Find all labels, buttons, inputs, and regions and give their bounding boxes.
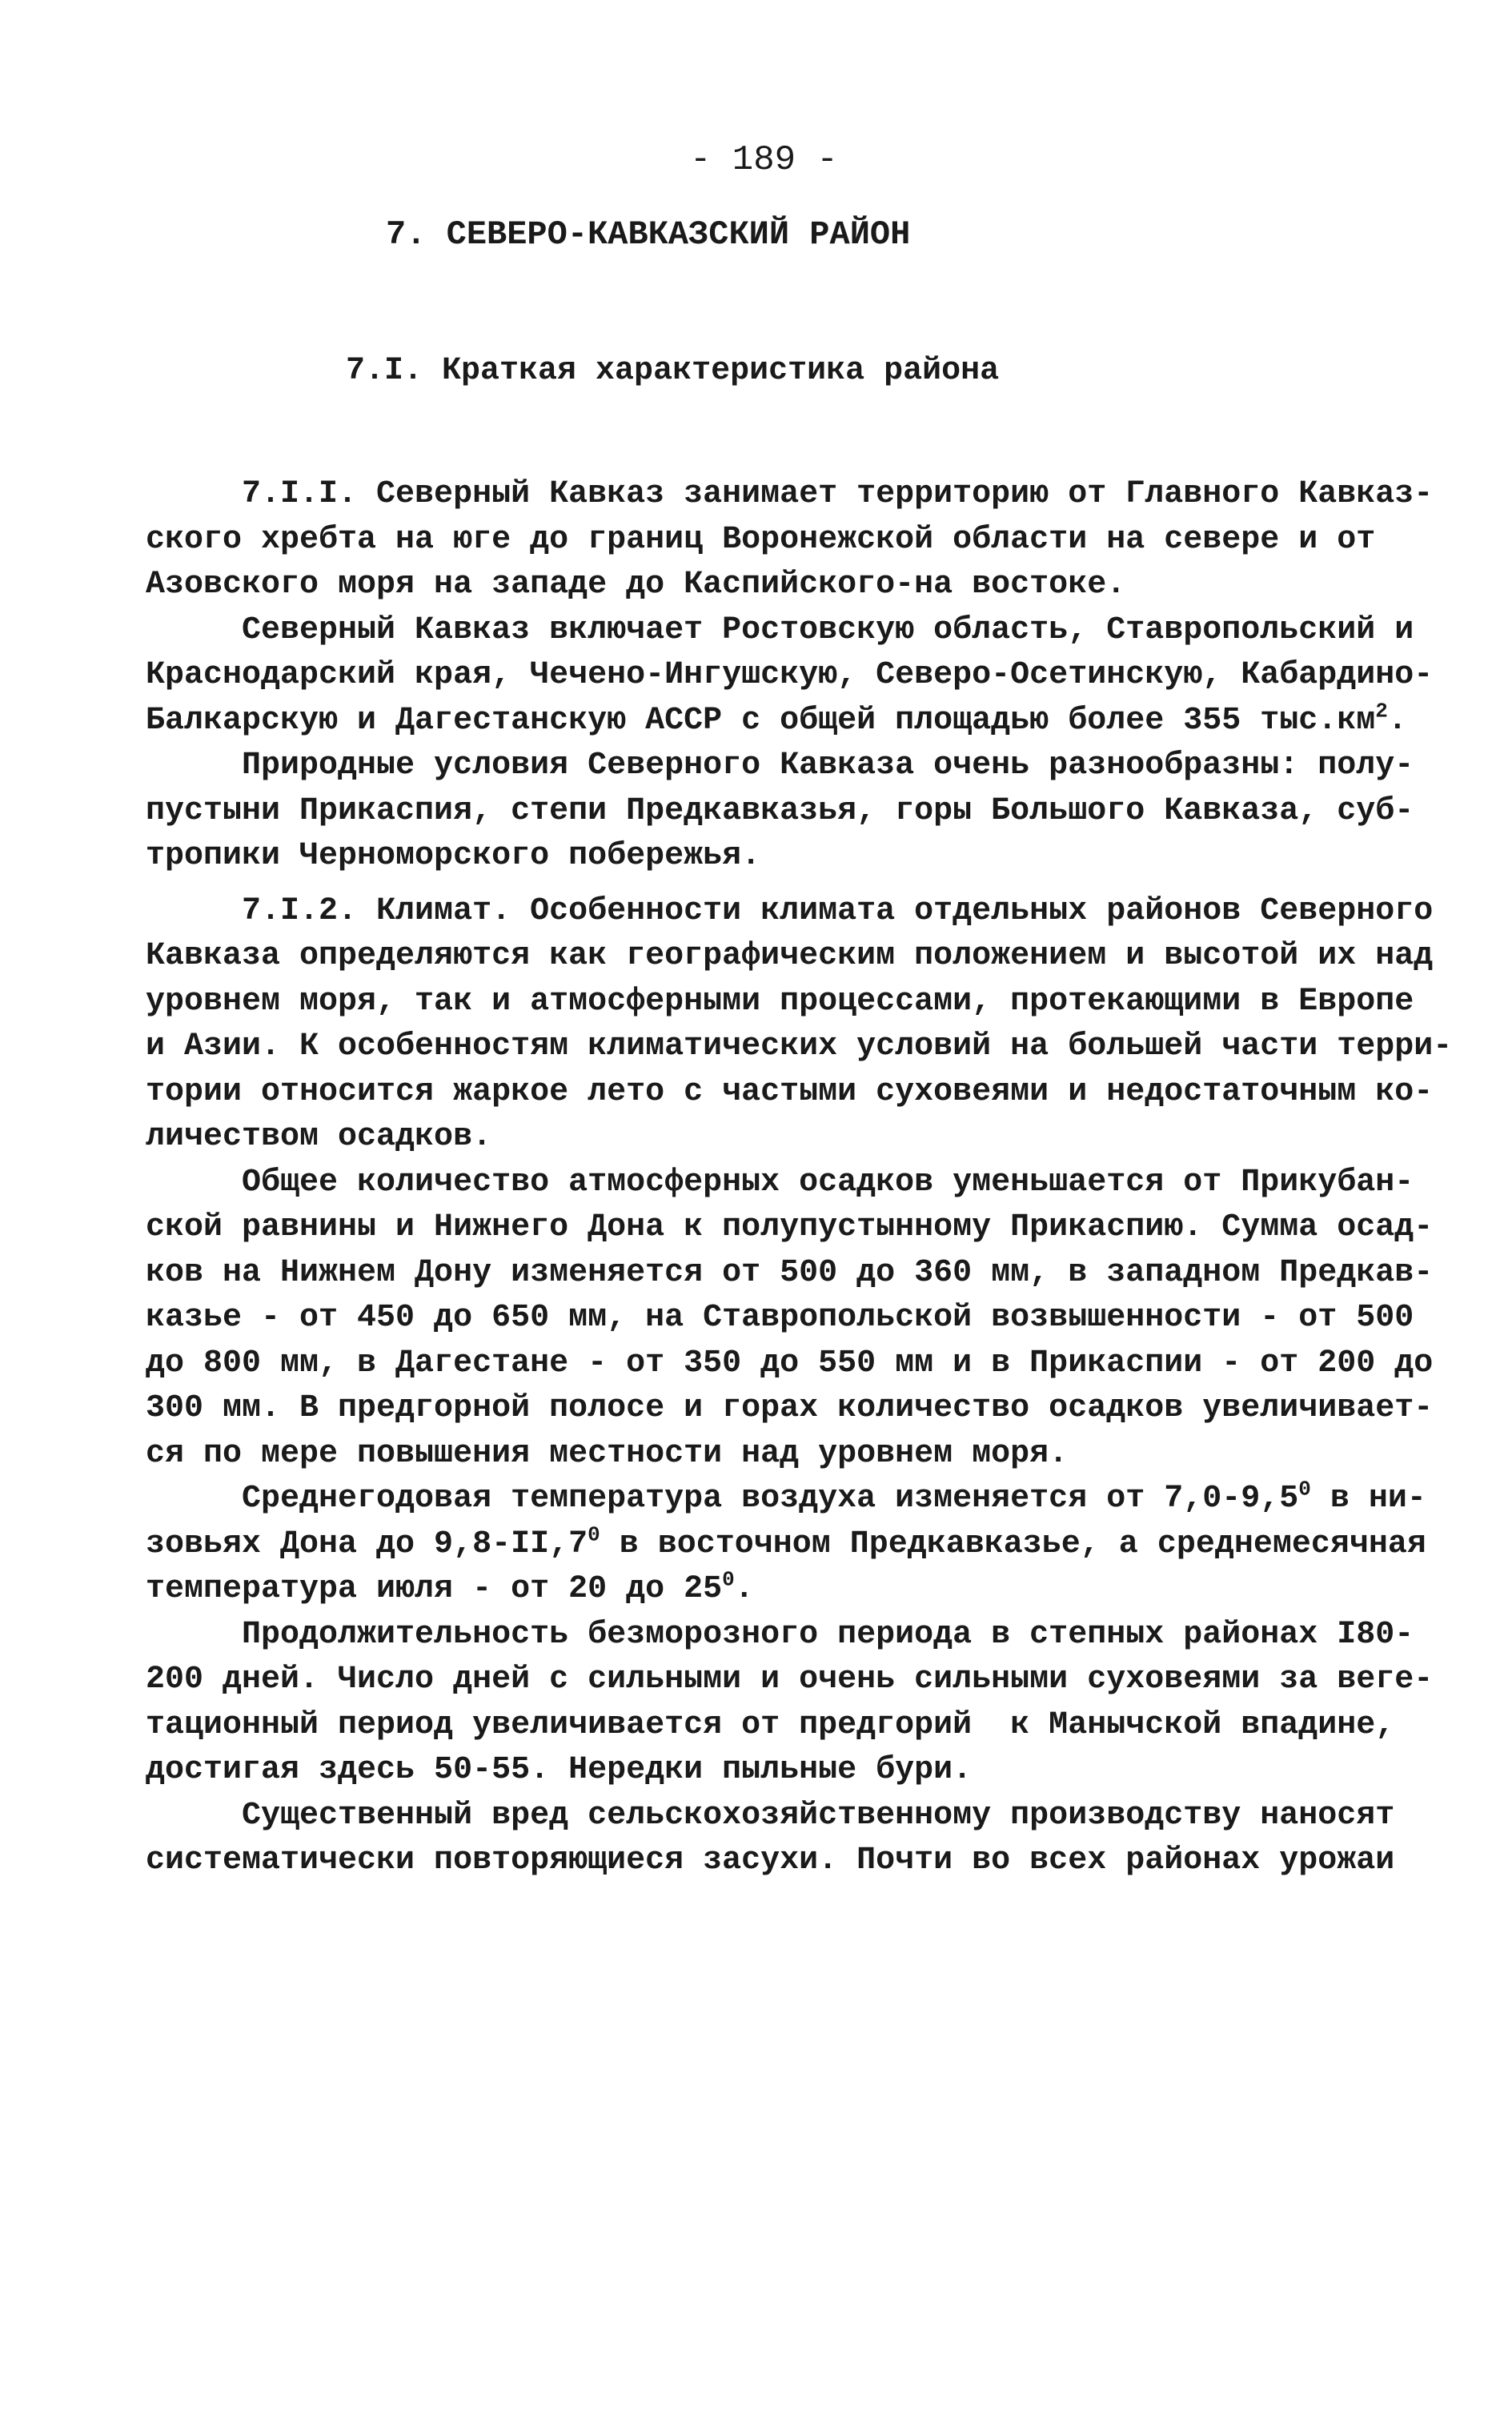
text-line: Азовского моря на западе до Каспийского-на востоке. [146, 567, 1126, 603]
superscript: 2 [1375, 699, 1388, 724]
text-line: 300 мм. В предгорной полосе и горах количество осадков увеличивает- [146, 1390, 1434, 1426]
text-line: до 800 мм, в Дагестане - от 350 до 550 мм и в Прикаспии - от 200 до [146, 1345, 1434, 1381]
text-line: Существенный вред сельскохозяйственному производству наносят [146, 1797, 1395, 1834]
text-segment: температура июля - от 20 до 25 [146, 1571, 723, 1607]
text-line [146, 699, 1452, 744]
text-line: тории относится жаркое лето с частыми суховеями и недостаточным ко- [146, 1073, 1434, 1110]
subsection-title: 7.I. Краткая характеристика района [346, 353, 1000, 389]
body-text [146, 472, 1452, 1884]
text-line: Общее количество атмосферных осадков уменьшается от Прикубан- [146, 1164, 1414, 1201]
paragraph [146, 889, 1452, 1161]
paragraph [146, 744, 1452, 880]
page-number: - 189 - [690, 140, 838, 180]
text-line: достигая здесь 50-55. Нередки пыльные бури. [146, 1752, 973, 1788]
text-line: ся по мере повышения местности над уровнем моря. [146, 1435, 1069, 1472]
text-segment: Среднегодовая температура воздуха изменяется от 7,0-9,5 [146, 1481, 1299, 1517]
text-segment: Балкарскую и Дагестанскую АССР с общей площадью более 355 тыс.км [146, 702, 1376, 739]
text-line: Природные условия Северного Кавказа очень разнообразны: полу- [146, 748, 1414, 784]
paragraph-gap [146, 880, 1452, 889]
superscript: 0 [722, 1567, 735, 1592]
text-line: ского хребта на юге до границ Воронежской области на севере и от [146, 521, 1376, 558]
text-line: 200 дней. Число дней с сильными и очень сильными суховеями за веге- [146, 1662, 1434, 1698]
text-segment: . [1387, 702, 1407, 739]
text-segment: в ни- [1310, 1481, 1426, 1517]
text-line [146, 1522, 1452, 1568]
text-line: и Азии. К особенностям климатических условий на большей части терри- [146, 1029, 1453, 1065]
superscript: 0 [588, 1522, 600, 1547]
text-line: Краснодарский края, Чечено-Ингушскую, Северо-Осетинскую, Кабардино- [146, 657, 1434, 693]
text-line: Продолжительность безморозного периода в степных районах I80- [146, 1616, 1414, 1653]
section-title: 7. СЕВЕРО-КАВКАЗСКИЙ РАЙОН [386, 215, 911, 254]
text-segment: зовьях Дона до 9,8-II,7 [146, 1526, 588, 1562]
text-line: 7.I.I. Северный Кавказ занимает территорию от Главного Кавказ- [146, 476, 1434, 512]
text-line: систематически повторяющиеся засухи. Почти во всех районах урожаи [146, 1843, 1395, 1879]
text-line [146, 1477, 1452, 1522]
text-line: Кавказа определяются как географическим положением и высотой их над [146, 938, 1434, 974]
paragraph [146, 608, 1452, 744]
paragraph [146, 1161, 1452, 1478]
paragraph [146, 1613, 1452, 1794]
paragraph [146, 1477, 1452, 1613]
superscript: 0 [1298, 1477, 1311, 1502]
text-line: 7.I.2. Климат. Особенности климата отдельных районов Северного [146, 892, 1434, 929]
text-line: ской равнины и Нижнего Дона к полупустынному Прикаспию. Сумма осад- [146, 1209, 1434, 1245]
text-line: тропики Черноморского побережья. [146, 838, 761, 874]
text-line: ков на Нижнем Дону изменяется от 500 до 360 мм, в западном Предкав- [146, 1254, 1434, 1291]
text-segment: в восточном Предкавказье, а среднемесячная [600, 1526, 1426, 1562]
text-line: казье - от 450 до 650 мм, на Ставропольской возвышенности - от 500 [146, 1300, 1414, 1336]
text-line: Северный Кавказ включает Ростовскую область, Ставропольский и [146, 612, 1414, 648]
text-line: тационный период увеличивается от предгорий к Манычской впадине, [146, 1706, 1395, 1743]
text-segment: . [734, 1571, 754, 1607]
text-line: пустыни Прикаспия, степи Предкавказья, горы Большого Кавказа, суб- [146, 792, 1414, 829]
paragraph [146, 472, 1452, 608]
text-line [146, 1567, 1452, 1613]
text-line: уровнем моря, так и атмосферными процессами, протекающими в Европе [146, 983, 1414, 1020]
text-line: личеством осадков. [146, 1119, 492, 1155]
paragraph [146, 1794, 1452, 1884]
